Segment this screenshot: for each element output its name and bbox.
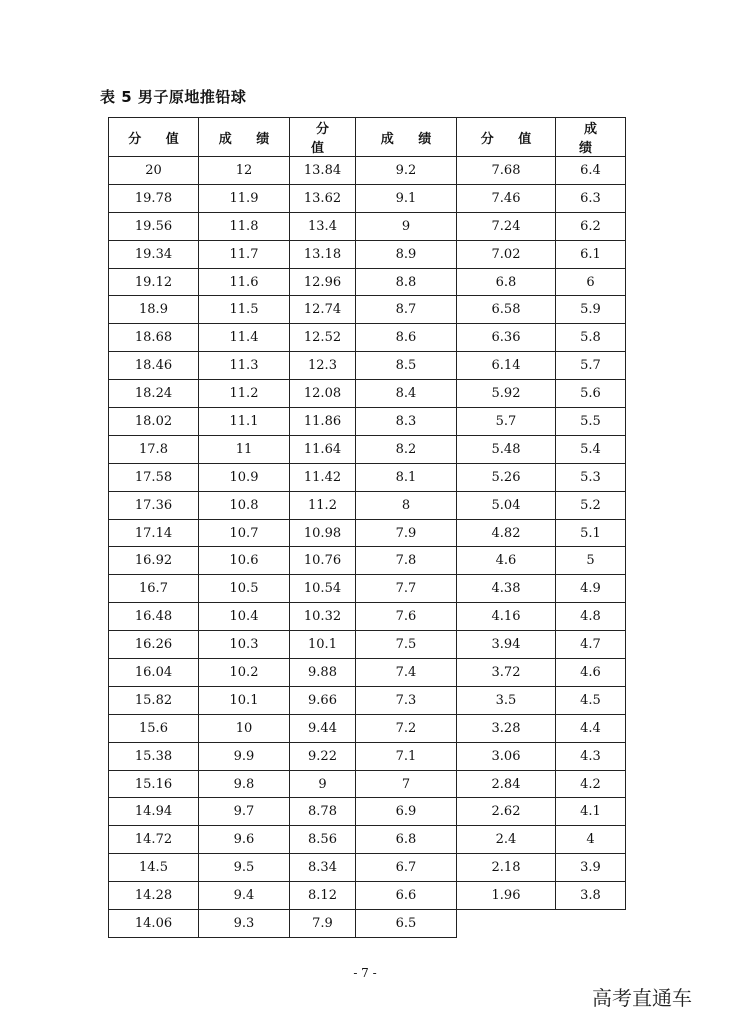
- score-cell: 4.82: [457, 519, 556, 547]
- table-body: [109, 157, 626, 938]
- result-cell: 9.4: [199, 882, 290, 910]
- score-cell: 8.34: [290, 854, 356, 882]
- table-row: [109, 491, 626, 519]
- result-cell: 4.8: [556, 603, 626, 631]
- score-cell: 8.12: [290, 882, 356, 910]
- score-cell: 14.72: [109, 826, 199, 854]
- table-row: [109, 826, 626, 854]
- score-cell: 3.28: [457, 714, 556, 742]
- score-cell: 11.64: [290, 435, 356, 463]
- score-cell: 10.32: [290, 603, 356, 631]
- result-cell: 5: [556, 547, 626, 575]
- result-cell: 8.4: [356, 380, 457, 408]
- score-cell: 19.78: [109, 184, 199, 212]
- table-row: [109, 770, 626, 798]
- table-row: [109, 854, 626, 882]
- score-cell: 17.36: [109, 491, 199, 519]
- score-cell: 19.56: [109, 212, 199, 240]
- score-cell: 7.24: [457, 212, 556, 240]
- result-cell: 4.6: [556, 659, 626, 687]
- score-cell: 18.24: [109, 380, 199, 408]
- result-cell: 10.7: [199, 519, 290, 547]
- result-cell: 7.2: [356, 714, 457, 742]
- score-cell: 7.68: [457, 157, 556, 185]
- score-cell: 16.04: [109, 659, 199, 687]
- result-cell: 8.6: [356, 324, 457, 352]
- result-cell: 5.9: [556, 296, 626, 324]
- score-cell: 5.7: [457, 408, 556, 436]
- result-cell: 6.7: [356, 854, 457, 882]
- result-cell: 5.6: [556, 380, 626, 408]
- header-result-2: 成 绩: [356, 118, 457, 157]
- score-cell: 17.58: [109, 463, 199, 491]
- score-cell: [457, 910, 556, 938]
- result-cell: 12: [199, 157, 290, 185]
- score-cell: 14.5: [109, 854, 199, 882]
- table-row: [109, 798, 626, 826]
- result-cell: 6.9: [356, 798, 457, 826]
- score-cell: 5.92: [457, 380, 556, 408]
- table-row: [109, 268, 626, 296]
- result-cell: 9: [356, 212, 457, 240]
- result-cell: 11: [199, 435, 290, 463]
- table-row: [109, 463, 626, 491]
- result-cell: 7.6: [356, 603, 457, 631]
- result-cell: 6: [556, 268, 626, 296]
- result-cell: 6.5: [356, 910, 457, 938]
- table-header-row: [109, 118, 626, 157]
- score-cell: 9: [290, 770, 356, 798]
- score-cell: 13.18: [290, 240, 356, 268]
- score-cell: 12.96: [290, 268, 356, 296]
- score-cell: 7.9: [290, 910, 356, 938]
- score-cell: 17.14: [109, 519, 199, 547]
- score-cell: 3.5: [457, 686, 556, 714]
- score-cell: 11.42: [290, 463, 356, 491]
- score-table: [108, 117, 626, 938]
- table-row: [109, 408, 626, 436]
- result-cell: 11.2: [199, 380, 290, 408]
- header-score-3: 分 值: [457, 118, 556, 157]
- table-row: [109, 184, 626, 212]
- score-cell: 6.14: [457, 352, 556, 380]
- result-cell: 10.9: [199, 463, 290, 491]
- score-cell: 2.62: [457, 798, 556, 826]
- score-cell: 9.44: [290, 714, 356, 742]
- score-cell: 3.94: [457, 631, 556, 659]
- result-cell: 6.6: [356, 882, 457, 910]
- result-cell: 7.9: [356, 519, 457, 547]
- result-cell: 9.9: [199, 742, 290, 770]
- table-row: [109, 742, 626, 770]
- result-cell: [556, 910, 626, 938]
- table-title: 表 5 男子原地推铅球: [100, 88, 247, 106]
- table-row: [109, 882, 626, 910]
- table-row: [109, 631, 626, 659]
- result-cell: 4: [556, 826, 626, 854]
- result-cell: 4.3: [556, 742, 626, 770]
- score-cell: 8.56: [290, 826, 356, 854]
- table-row: [109, 212, 626, 240]
- result-cell: 9.8: [199, 770, 290, 798]
- score-cell: 16.7: [109, 575, 199, 603]
- score-cell: 10.54: [290, 575, 356, 603]
- score-cell: 14.28: [109, 882, 199, 910]
- score-cell: 6.36: [457, 324, 556, 352]
- result-cell: 3.8: [556, 882, 626, 910]
- result-cell: 6.2: [556, 212, 626, 240]
- result-cell: 8.7: [356, 296, 457, 324]
- result-cell: 5.4: [556, 435, 626, 463]
- result-cell: 4.7: [556, 631, 626, 659]
- result-cell: 11.8: [199, 212, 290, 240]
- table-row: [109, 603, 626, 631]
- score-cell: 2.84: [457, 770, 556, 798]
- score-cell: 5.04: [457, 491, 556, 519]
- result-cell: 11.9: [199, 184, 290, 212]
- result-cell: 4.4: [556, 714, 626, 742]
- result-cell: 9.1: [356, 184, 457, 212]
- result-cell: 6.1: [556, 240, 626, 268]
- result-cell: 11.7: [199, 240, 290, 268]
- result-cell: 10.4: [199, 603, 290, 631]
- score-cell: 4.38: [457, 575, 556, 603]
- result-cell: 4.5: [556, 686, 626, 714]
- score-cell: 5.48: [457, 435, 556, 463]
- result-cell: 5.8: [556, 324, 626, 352]
- result-cell: 9.7: [199, 798, 290, 826]
- result-cell: 10: [199, 714, 290, 742]
- result-cell: 10.1: [199, 686, 290, 714]
- score-cell: 15.38: [109, 742, 199, 770]
- result-cell: 8.9: [356, 240, 457, 268]
- score-cell: 4.6: [457, 547, 556, 575]
- result-cell: 8.3: [356, 408, 457, 436]
- score-cell: 3.06: [457, 742, 556, 770]
- score-cell: 9.22: [290, 742, 356, 770]
- table-row: [109, 240, 626, 268]
- score-cell: 6.8: [457, 268, 556, 296]
- score-cell: 10.98: [290, 519, 356, 547]
- score-cell: 8.78: [290, 798, 356, 826]
- table-row: [109, 352, 626, 380]
- result-cell: 7.5: [356, 631, 457, 659]
- header-score-2: 分 值: [290, 118, 356, 157]
- score-cell: 1.96: [457, 882, 556, 910]
- result-cell: 7.7: [356, 575, 457, 603]
- table-row: [109, 714, 626, 742]
- result-cell: 4.9: [556, 575, 626, 603]
- score-cell: 18.68: [109, 324, 199, 352]
- result-cell: 4.1: [556, 798, 626, 826]
- score-cell: 12.74: [290, 296, 356, 324]
- table-row: [109, 547, 626, 575]
- score-cell: 16.26: [109, 631, 199, 659]
- result-cell: 8.5: [356, 352, 457, 380]
- result-cell: 10.6: [199, 547, 290, 575]
- result-cell: 7: [356, 770, 457, 798]
- result-cell: 11.6: [199, 268, 290, 296]
- score-cell: 12.52: [290, 324, 356, 352]
- score-cell: 12.08: [290, 380, 356, 408]
- result-cell: 7.4: [356, 659, 457, 687]
- result-cell: 5.7: [556, 352, 626, 380]
- score-cell: 5.26: [457, 463, 556, 491]
- result-cell: 4.2: [556, 770, 626, 798]
- result-cell: 10.8: [199, 491, 290, 519]
- result-cell: 8.2: [356, 435, 457, 463]
- result-cell: 5.5: [556, 408, 626, 436]
- result-cell: 8.1: [356, 463, 457, 491]
- header-result-1: 成 绩: [199, 118, 290, 157]
- score-cell: 6.58: [457, 296, 556, 324]
- result-cell: 11.4: [199, 324, 290, 352]
- score-cell: 16.92: [109, 547, 199, 575]
- result-cell: 11.5: [199, 296, 290, 324]
- score-cell: 19.34: [109, 240, 199, 268]
- table-row: [109, 296, 626, 324]
- score-cell: 12.3: [290, 352, 356, 380]
- score-cell: 15.82: [109, 686, 199, 714]
- score-cell: 20: [109, 157, 199, 185]
- table-row: [109, 910, 626, 938]
- watermark-text: 高考直通车: [592, 986, 692, 1010]
- table-row: [109, 659, 626, 687]
- score-cell: 3.72: [457, 659, 556, 687]
- score-cell: 10.76: [290, 547, 356, 575]
- table-row: [109, 519, 626, 547]
- header-result-3: 成 绩: [556, 118, 626, 157]
- score-cell: 18.02: [109, 408, 199, 436]
- score-cell: 9.66: [290, 686, 356, 714]
- result-cell: 10.2: [199, 659, 290, 687]
- result-cell: 7.3: [356, 686, 457, 714]
- score-cell: 16.48: [109, 603, 199, 631]
- page-number: - 7 -: [353, 966, 377, 980]
- score-cell: 15.6: [109, 714, 199, 742]
- result-cell: 10.3: [199, 631, 290, 659]
- table-row: [109, 575, 626, 603]
- score-cell: 19.12: [109, 268, 199, 296]
- score-cell: 13.62: [290, 184, 356, 212]
- result-cell: 5.1: [556, 519, 626, 547]
- score-cell: 2.4: [457, 826, 556, 854]
- result-cell: 8: [356, 491, 457, 519]
- result-cell: 5.2: [556, 491, 626, 519]
- score-cell: 15.16: [109, 770, 199, 798]
- score-cell: 14.94: [109, 798, 199, 826]
- result-cell: 9.5: [199, 854, 290, 882]
- result-cell: 9.6: [199, 826, 290, 854]
- score-cell: 4.16: [457, 603, 556, 631]
- score-cell: 10.1: [290, 631, 356, 659]
- score-cell: 2.18: [457, 854, 556, 882]
- score-cell: 18.46: [109, 352, 199, 380]
- header-score-1: 分 值: [109, 118, 199, 157]
- score-cell: 11.86: [290, 408, 356, 436]
- result-cell: 6.4: [556, 157, 626, 185]
- result-cell: 9.2: [356, 157, 457, 185]
- table-row: [109, 686, 626, 714]
- table-row: [109, 380, 626, 408]
- result-cell: 11.3: [199, 352, 290, 380]
- score-cell: 14.06: [109, 910, 199, 938]
- score-cell: 7.46: [457, 184, 556, 212]
- score-cell: 13.84: [290, 157, 356, 185]
- result-cell: 9.3: [199, 910, 290, 938]
- score-cell: 17.8: [109, 435, 199, 463]
- score-cell: 9.88: [290, 659, 356, 687]
- result-cell: 5.3: [556, 463, 626, 491]
- result-cell: 7.1: [356, 742, 457, 770]
- table-row: [109, 324, 626, 352]
- result-cell: 6.8: [356, 826, 457, 854]
- score-cell: 7.02: [457, 240, 556, 268]
- result-cell: 11.1: [199, 408, 290, 436]
- score-cell: 11.2: [290, 491, 356, 519]
- result-cell: 3.9: [556, 854, 626, 882]
- table-row: [109, 157, 626, 185]
- result-cell: 6.3: [556, 184, 626, 212]
- table-row: [109, 435, 626, 463]
- result-cell: 8.8: [356, 268, 457, 296]
- result-cell: 7.8: [356, 547, 457, 575]
- score-cell: 13.4: [290, 212, 356, 240]
- score-cell: 18.9: [109, 296, 199, 324]
- result-cell: 10.5: [199, 575, 290, 603]
